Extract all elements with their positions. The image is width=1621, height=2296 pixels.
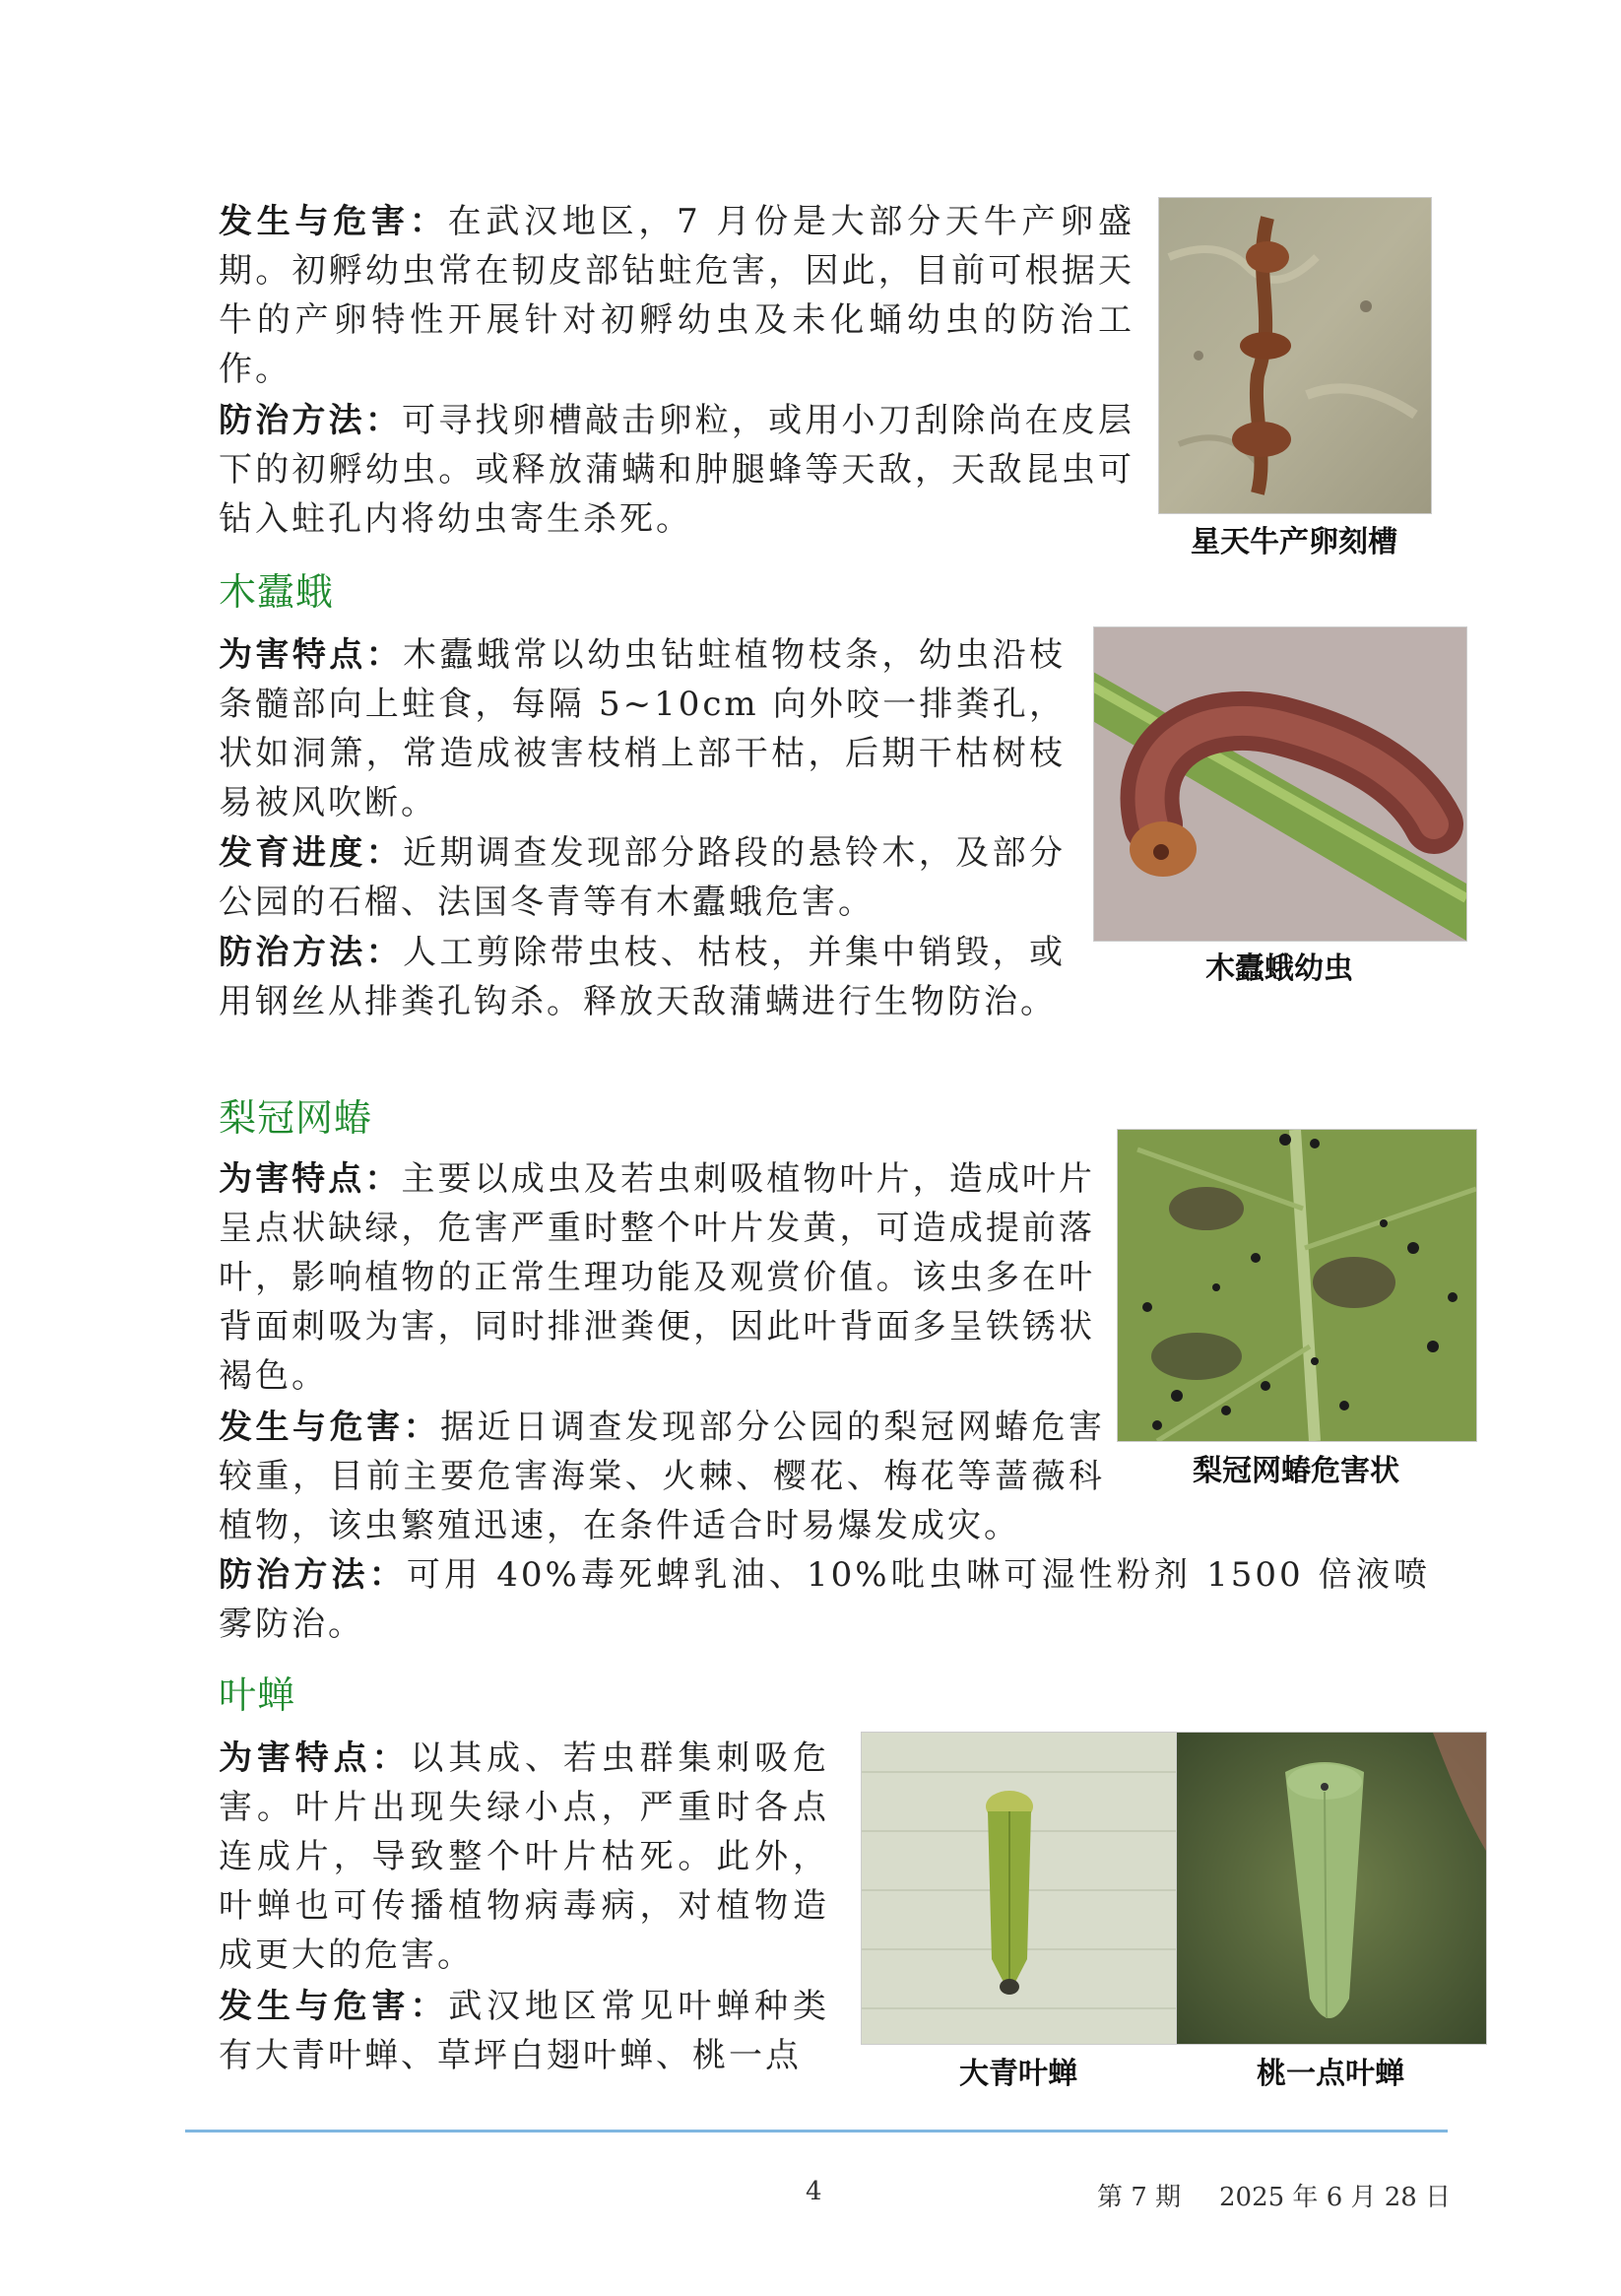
page-number: 4 <box>806 2177 822 2206</box>
paragraph-text: 武汉地区常见叶蝉种类有大青叶蝉、草坪白翅叶蝉、桃一点 <box>219 1987 830 2075</box>
paragraph-label: 发生与危害： <box>219 202 448 241</box>
larva-image <box>1094 627 1466 941</box>
paragraph-text: 在武汉地区，7 月份是大部分天牛产卵盛期。初孵幼虫常在韧皮部钻蛀危害，因此，目前可根据天牛的产卵特性开展针对初孵幼虫及未化蛹幼虫的防治工作。 <box>219 202 1135 389</box>
moth-control-paragraph <box>219 928 1066 1026</box>
lacebug-damage-paragraph <box>219 1154 1095 1401</box>
peach-leafhopper-caption: 桃一点叶蝉 <box>1257 2057 1404 2091</box>
paragraph-label: 为害特点： <box>219 635 404 675</box>
lacebug-section-title: 梨冠网蝽 <box>219 1096 373 1140</box>
moth-progress-paragraph <box>219 828 1066 927</box>
moth-photo-caption: 木蠹蛾幼虫 <box>1205 951 1353 986</box>
leafhopper-damage-paragraph <box>219 1734 829 1980</box>
lacebug-damage-photo <box>1117 1129 1477 1442</box>
paragraph-label: 发生与危害： <box>219 1987 449 2026</box>
paragraph-text: 近期调查发现部分路段的悬铃木，及部分公园的石榴、法国冬青等有木蠹蛾危害。 <box>219 833 1067 922</box>
longhorn-control-paragraph <box>219 396 1135 544</box>
moth-damage-paragraph <box>219 630 1066 827</box>
moth-section-title: 木蠹蛾 <box>219 570 335 614</box>
paragraph-label: 发育进度： <box>219 833 404 873</box>
paragraph-text: 木蠹蛾常以幼虫钻蛀植物枝条，幼虫沿枝条髓部向上蛀食，每隔 5~10cm 向外咬一排粪孔，状如洞箫，常造成被害枝梢上部干枯，后期干枯树枝易被风吹断。 <box>219 635 1067 822</box>
peach-leafhopper-image <box>1177 1733 1486 2044</box>
paragraph-text: 据近日调查发现部分公园的梨冠网蝽危害较重，目前主要危害海棠、火棘、樱花、梅花等蔷薇科植物，该虫繁殖迅速，在条件适合时易爆发成灾。 <box>219 1408 1106 1545</box>
paragraph-label: 防治方法： <box>219 933 404 972</box>
moth-larva-photo <box>1093 626 1467 942</box>
leafhopper-occurrence-paragraph <box>219 1982 829 2080</box>
longhorn-photo-caption: 星天牛产卵刻槽 <box>1191 525 1397 559</box>
longhorn-occurrence-paragraph <box>219 197 1135 394</box>
paragraph-label: 发生与危害： <box>219 1408 441 1447</box>
issue-date: 2025 年 6 月 28 日 <box>1219 2183 1452 2212</box>
green-leafhopper-image <box>862 1733 1177 2044</box>
lacebug-control-paragraph <box>219 1550 1430 1649</box>
lacebug-occurrence-paragraph <box>219 1403 1105 1550</box>
paragraph-label: 防治方法： <box>219 1555 407 1595</box>
paragraph-text: 可用 40%毒死蜱乳油、10%吡虫啉可湿性粉剂 1500 倍液喷雾防治。 <box>219 1555 1431 1644</box>
footer-divider <box>185 2130 1448 2132</box>
paragraph-label: 防治方法： <box>219 401 403 440</box>
paragraph-text: 人工剪除带虫枝、枯枝，并集中销毁，或用钢丝从排粪孔钩杀。释放天敌蒲螨进行生物防治。 <box>219 933 1067 1021</box>
paragraph-text: 以其成、若虫群集刺吸危害。叶片出现失绿小点，严重时各点连成片，导致整个叶片枯死。此外，叶蝉也可传播植物病毒病，对植物造成更大的危害。 <box>219 1738 830 1975</box>
leaf-damage-image <box>1118 1130 1476 1441</box>
bark-image <box>1159 198 1431 513</box>
paragraph-label: 为害特点： <box>219 1738 411 1778</box>
green-leafhopper-photo <box>861 1732 1178 2045</box>
leafhopper-section-title: 叶蝉 <box>219 1673 296 1717</box>
paragraph-text: 主要以成虫及若虫刺吸植物叶片，造成叶片呈点状缺绿，危害严重时整个叶片发黄，可造成提前落叶，影响植物的正常生理功能及观赏价值。该虫多在叶背面刺吸为害，同时排泄粪便，因此叶背面多呈铁锈状褐色。 <box>219 1159 1096 1396</box>
issue-number: 第 7 期 <box>1097 2183 1182 2212</box>
peach-leafhopper-photo <box>1176 1732 1487 2045</box>
lacebug-photo-caption: 梨冠网蝽危害状 <box>1193 1454 1399 1488</box>
longhorn-egg-slot-photo <box>1158 197 1432 514</box>
paragraph-text: 可寻找卵槽敲击卵粒，或用小刀刮除尚在皮层下的初孵幼虫。或释放蒲螨和肿腿蜂等天敌，天敌昆虫可钻入蛀孔内将幼虫寄生杀死。 <box>219 401 1135 539</box>
paragraph-label: 为害特点： <box>219 1159 402 1199</box>
green-leafhopper-caption: 大青叶蝉 <box>959 2057 1077 2091</box>
